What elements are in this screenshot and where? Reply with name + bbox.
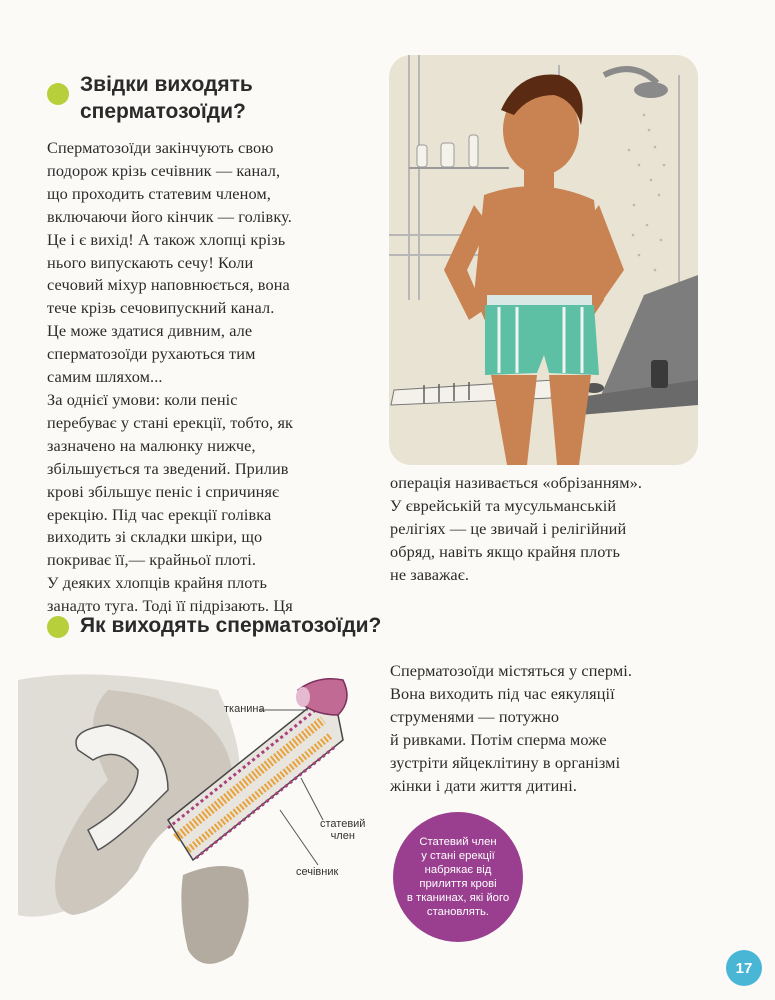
page-number: 17 bbox=[726, 950, 762, 986]
section-2-heading: Як виходять сперматозоїди? bbox=[80, 614, 382, 637]
section-2-paragraph: Сперматозоїди містяться у спермі. Вона виходить під час еякуляції струменями — потужно й ривками. Потім сперма може зустріти яйцеклітину в організмі жінки і дати життя дитині. bbox=[390, 661, 633, 795]
heading-bullet bbox=[47, 83, 69, 105]
diagram-label-tissue: тканина bbox=[224, 703, 265, 715]
section-1-continuation: операція називається «обрізанням». У єврейській та мусульманській релігіях — це звичай і релігійний обряд, навіть якщо крайня плоть не заважає. bbox=[390, 473, 643, 584]
diagram-label-urethra: сечівник bbox=[296, 866, 339, 878]
section-1-heading: Звідки виходять сперматозоїди? bbox=[80, 73, 253, 123]
section-1-paragraph: Сперматозоїди закінчують свою подорож крізь сечівник — канал, що проходить статевим членом, включаючи його кінчик — голівку. Це і є вихід! А також хлопці крізь нього випускають сечу! Коли сечовий міхур наповнюється, вона тече крізь сечовипускний канал. Це може здатися дивним, але сперматозоїди рухаються тим самим шляхом... За однієї умови: коли пеніс перебуває у стані ерекції, тобто, як зазначено на малюнку нижче, збільшується та зведений. Прилив крові збільшує пеніс і спричиняє ерекцію. Під час ерекції голівка виходить зі складки шкіри, що покриває її,— крайньої плоті. У деяких хлопців крайня плоть занадто туга. Тоді її підрізають. Ця bbox=[47, 138, 294, 616]
callout-circle: Статевий член у стані ерекції набрякає від прилиття крові в тканинах, які його становлять. bbox=[393, 812, 523, 942]
diagram-label-penis: статевий член bbox=[320, 818, 366, 842]
shower-illustration bbox=[389, 55, 698, 465]
heading-bullet bbox=[47, 616, 69, 638]
